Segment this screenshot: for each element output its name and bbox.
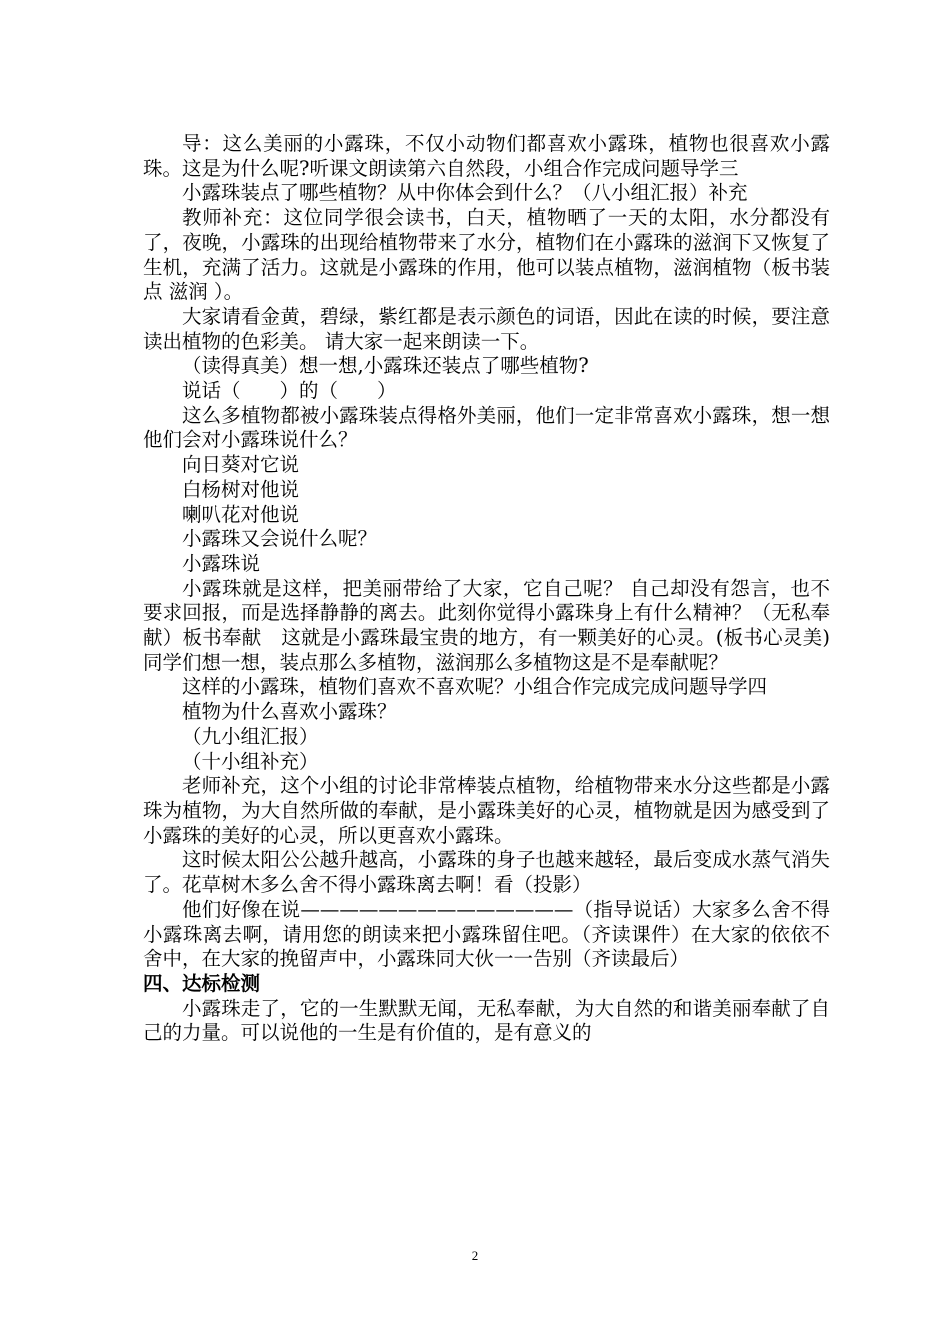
paragraph: 植物为什么喜欢小露珠？ [182,700,397,724]
paragraph: 小露珠装点了哪些植物？从中你体会到什么？（八小组汇报）补充 [182,181,748,205]
page-number: 2 [471,1248,479,1263]
paragraph: 小露珠走了，它的一生默默无闻，无私奉献，为大自然的和谐美丽奉献了自己的力量。可以说他的一生是有价值的，是有意义的 [143,996,830,1045]
paragraph: 喇叭花对他说 [182,502,300,526]
paragraph: 这时候太阳公公越升越高，小露珠的身子也越来越轻，最后变成水蒸气消失了。花草树木多么舍不得小露珠离去啊！看（投影） [143,848,830,897]
paragraph: 小露珠就是这样，把美丽带给了大家，它自己呢？ 自己却没有怨言，也不要求回报，而是选择静静的离去。此刻你觉得小露珠身上有什么精神？（无私奉献）板书奉献 这就是小露珠最宝贵的地方，有一颗美好的心灵。(板书心灵美)同学们想一想，装点那么多植物，滋润那么多植物这是不是奉献呢？ [143,576,830,674]
paragraph: （十小组补充） [182,749,319,773]
paragraph: 白杨树对他说 [182,477,300,501]
paragraph: 老师补充，这个小组的讨论非常棒装点植物，给植物带来水分这些都是小露珠为植物，为大自然所做的奉献，是小露珠美好的心灵，植物就是因为感受到了小露珠的美好的心灵，所以更喜欢小露珠。 [143,774,830,847]
section-heading: 四、达标检测 [143,971,261,995]
paragraph: 小露珠说 [182,551,261,575]
body-after-heading [143,997,830,1046]
paragraph: （读得真美）想一想,小露珠还装点了哪些植物? [182,354,589,378]
paragraph: （九小组汇报） [182,724,319,748]
paragraph: 说话（ ）的（ ） [182,379,397,403]
paragraph: 教师补充：这位同学很会读书，白天，植物晒了一天的太阳，水分都没有了，夜晚，小露珠的出现给植物带来了水分，植物们在小露珠的滋润下又恢复了生机，充满了活力。这就是小露珠的作用，他可以装点植物，滋润植物（板书装点 滋润 ）。 [143,206,830,304]
paragraph: 向日葵对它说 [182,453,300,477]
paragraph: 这样的小露珠，植物们喜欢不喜欢呢？小组合作完成完成问题导学四 [182,675,768,699]
paragraph: 小露珠又会说什么呢？ [182,527,378,551]
paragraph: 导：这么美丽的小露珠，不仅小动物们都喜欢小露珠，植物也很喜欢小露珠。这是为什么呢?听课文朗读第六自然段，小组合作完成问题导学三 [143,132,830,180]
paragraph: 他们好像在说——————————————（指导说话）大家多么舍不得小露珠离去啊，请用您的朗读来把小露珠留住吧。（齐读课件）在大家的依依不舍中，在大家的挽留声中，小露珠同大伙一一告别（齐读最后） [143,897,830,971]
paragraph: 这么多植物都被小露珠装点得格外美丽，他们一定非常喜欢小露珠，想一想他们会对小露珠说什么？ [143,403,830,452]
paragraph: 大家请看金黄，碧绿，紫红都是表示颜色的词语，因此在读的时候，要注意读出植物的色彩美。 请大家一起来朗读一下。 [143,304,830,353]
body-before-heading [143,132,830,972]
